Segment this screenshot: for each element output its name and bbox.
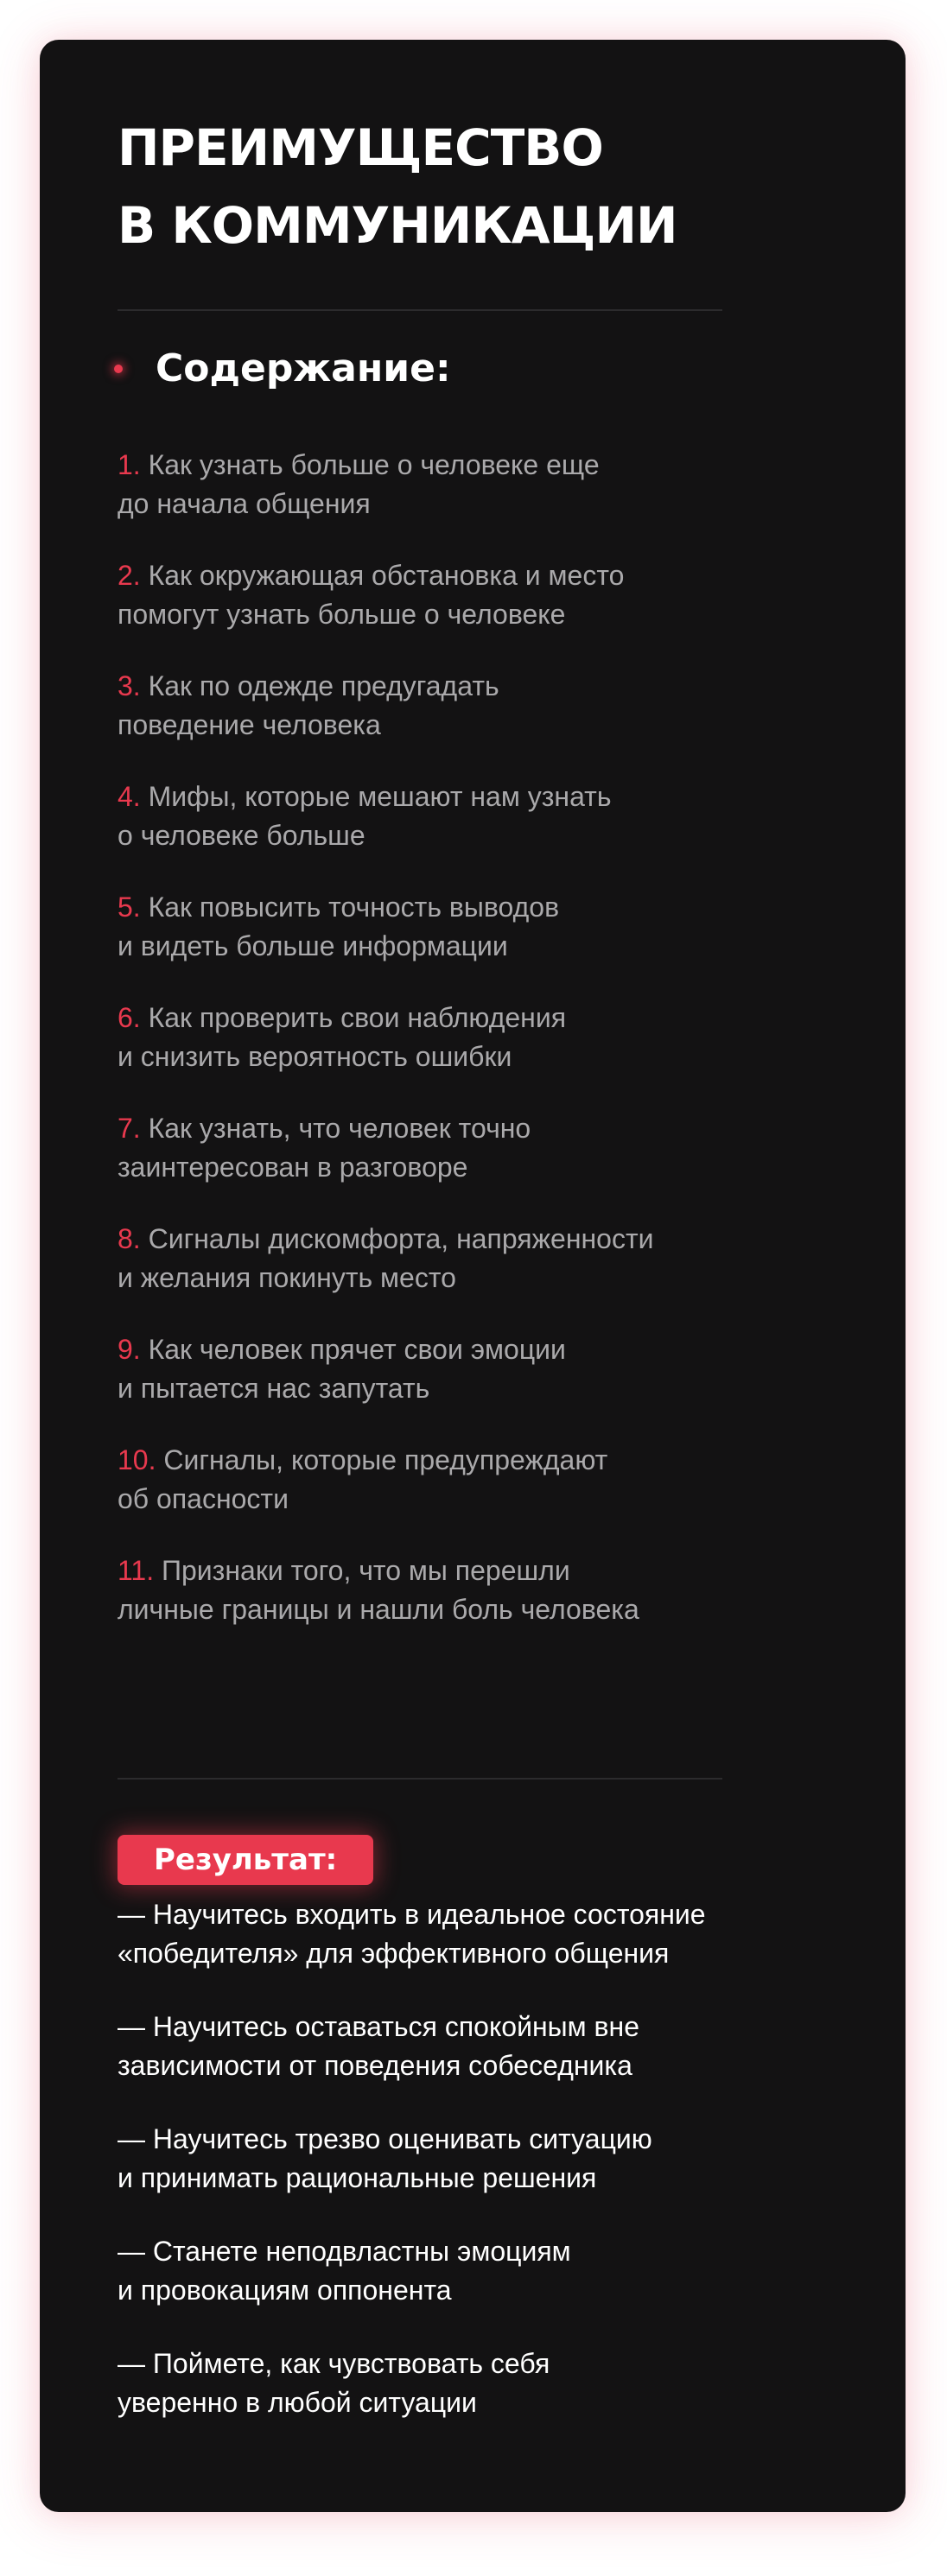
contents-item-number: 1.: [118, 449, 141, 480]
contents-header: [114, 344, 451, 394]
content-card: [40, 40, 906, 2512]
contents-item-number: 10.: [118, 1444, 156, 1475]
contents-item-text-line2: и пытается нас запутать: [118, 1373, 430, 1404]
contents-item-text: Как окружающая обстановка и место: [148, 560, 625, 591]
result-item-text: — Научитесь оставаться спокойным вне: [118, 2011, 639, 2042]
result-item-text: — Научитесь трезво оценивать ситуацию: [118, 2123, 652, 2154]
contents-item-text-line2: об опасности: [118, 1483, 289, 1514]
contents-item-number: 6.: [118, 1002, 141, 1033]
contents-item-6: [118, 999, 826, 1109]
result-item-text: — Поймете, как чувствовать себя: [118, 2348, 550, 2379]
contents-item-number: 7.: [118, 1113, 141, 1144]
contents-item-number: 2.: [118, 560, 141, 591]
result-item-3: [118, 2120, 861, 2232]
contents-item-text-line2: заинтересован в разговоре: [118, 1152, 468, 1183]
results-list: [118, 1895, 861, 2457]
contents-item-number: 4.: [118, 781, 141, 812]
contents-item-text: Как человек прячет свои эмоции: [148, 1334, 566, 1365]
contents-item-2: [118, 556, 826, 667]
result-item-2: [118, 2008, 861, 2120]
result-item-text: — Станете неподвластны эмоциям: [118, 2236, 571, 2267]
contents-item-text: Как узнать больше о человеке еще: [148, 449, 600, 480]
contents-item-number: 8.: [118, 1223, 141, 1254]
contents-title: Содержание:: [156, 346, 451, 390]
result-item-text-line2: и провокациям оппонента: [118, 2275, 452, 2306]
contents-item-11: [118, 1551, 826, 1662]
title-line-2: В КОММУНИКАЦИИ: [118, 196, 677, 255]
contents-item-number: 3.: [118, 670, 141, 701]
divider-bottom: [118, 1778, 722, 1780]
result-item-text-line2: «победителя» для эффективного общения: [118, 1938, 670, 1969]
contents-item-text-line2: и желания покинуть место: [118, 1262, 456, 1293]
result-item-5: [118, 2344, 861, 2457]
contents-item-text: Как повысить точность выводов: [148, 891, 560, 923]
contents-item-number: 9.: [118, 1334, 141, 1365]
contents-item-text: Признаки того, что мы перешли: [162, 1555, 570, 1586]
contents-item-8: [118, 1220, 826, 1330]
contents-item-text: Как проверить свои наблюдения: [148, 1002, 567, 1033]
bullet-dot-icon: [114, 365, 123, 373]
contents-item-text-line2: до начала общения: [118, 488, 371, 519]
result-item-text-line2: и принимать рациональные решения: [118, 2162, 597, 2193]
contents-item-text-line2: и видеть больше информации: [118, 930, 508, 961]
contents-item-7: [118, 1109, 826, 1220]
result-item-text: — Научитесь входить в идеальное состояние: [118, 1899, 706, 1930]
contents-item-text: Сигналы дискомфорта, напряженности: [148, 1223, 654, 1254]
page-title: [118, 109, 826, 264]
contents-item-text: Сигналы, которые предупреждают: [163, 1444, 608, 1475]
contents-item-text-line2: поведение человека: [118, 709, 381, 740]
contents-item-text-line2: и снизить вероятность ошибки: [118, 1041, 512, 1072]
contents-item-number: 11.: [118, 1555, 155, 1586]
result-item-4: [118, 2232, 861, 2344]
contents-item-3: [118, 667, 826, 777]
divider-top: [118, 309, 722, 311]
contents-item-text: Как узнать, что человек точно: [148, 1113, 531, 1144]
contents-item-number: 5.: [118, 891, 141, 923]
contents-item-4: [118, 777, 826, 888]
result-item-1: [118, 1895, 861, 2008]
contents-item-1: [118, 446, 826, 556]
contents-item-5: [118, 888, 826, 999]
contents-item-text: Мифы, которые мешают нам узнать: [148, 781, 612, 812]
contents-list: [118, 446, 826, 1662]
contents-item-text-line2: о человеке больше: [118, 820, 365, 851]
contents-item-text-line2: помогут узнать больше о человеке: [118, 599, 566, 630]
result-item-text-line2: зависимости от поведения собеседника: [118, 2050, 632, 2081]
contents-item-text: Как по одежде предугадать: [148, 670, 499, 701]
result-badge: Результат:: [118, 1835, 373, 1885]
result-item-text-line2: уверенно в любой ситуации: [118, 2387, 477, 2418]
title-line-1: ПРЕИМУЩЕСТВО: [118, 118, 603, 177]
contents-item-9: [118, 1330, 826, 1441]
contents-item-10: [118, 1441, 826, 1551]
contents-item-text-line2: личные границы и нашли боль человека: [118, 1594, 639, 1625]
